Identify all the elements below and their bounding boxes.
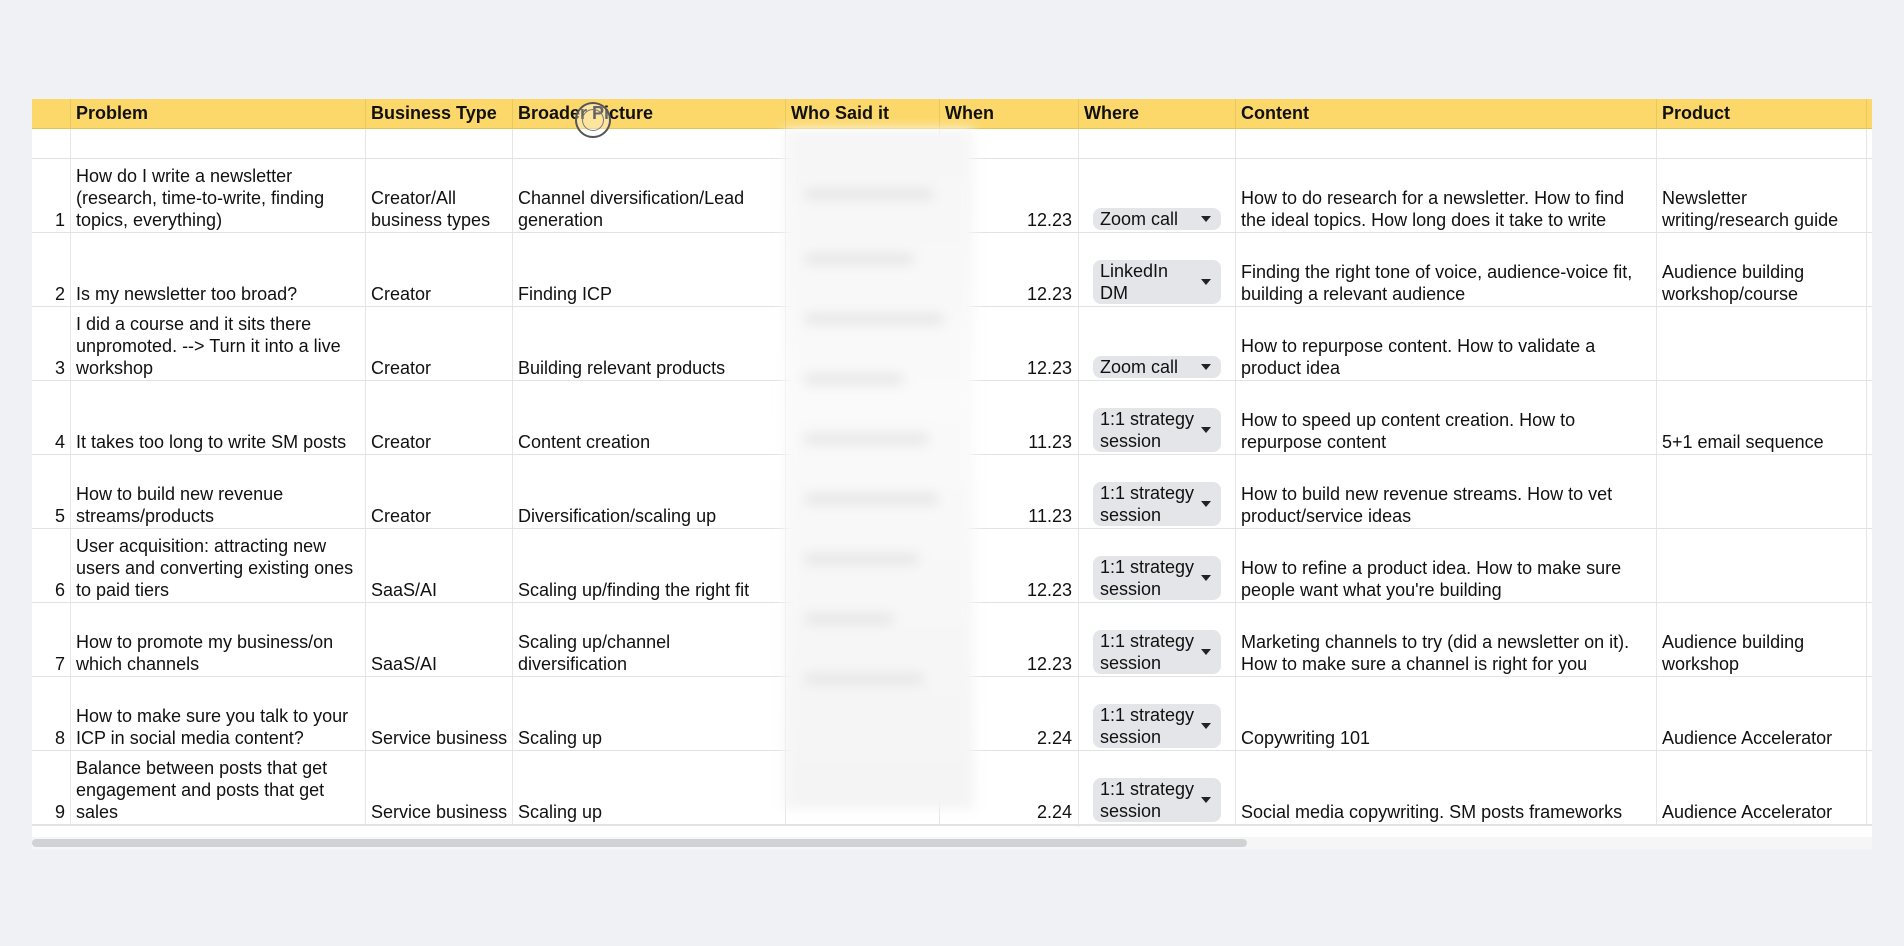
cell-text: 12.23 (1026, 654, 1072, 674)
cell-problem[interactable] (70, 455, 365, 528)
cell-extra[interactable] (1866, 751, 1872, 824)
header-business-type[interactable]: Business Type (365, 99, 512, 128)
cell-text: Audience building workshop (1662, 632, 1805, 674)
cell-product[interactable] (1656, 603, 1866, 676)
cell-text: Copywriting 101 (1241, 728, 1371, 748)
cell-text: 4 (54, 432, 65, 452)
cell-text: 3 (54, 358, 65, 378)
chevron-down-icon[interactable] (1201, 797, 1211, 803)
header-content[interactable]: Content (1235, 99, 1656, 128)
cell-product[interactable] (1656, 677, 1866, 750)
cell-type[interactable] (365, 129, 512, 158)
cell-text: Scaling up (518, 728, 603, 748)
cell-picture[interactable] (512, 603, 785, 676)
cell-picture[interactable] (512, 825, 785, 826)
header-problem[interactable]: Problem (70, 99, 365, 128)
cell-extra[interactable] (1866, 233, 1872, 306)
cell-type[interactable] (365, 603, 512, 676)
cell-content[interactable] (1235, 233, 1656, 306)
chevron-down-icon[interactable] (1201, 427, 1211, 433)
cell-text: Service business (371, 728, 508, 748)
chevron-down-icon[interactable] (1201, 501, 1211, 507)
row-number (32, 529, 70, 602)
cell-type[interactable] (365, 307, 512, 380)
cell-where[interactable] (1078, 159, 1235, 232)
cell-text: Creator (371, 358, 432, 378)
where-dropdown-chip[interactable] (1093, 778, 1221, 822)
cell-extra[interactable] (1866, 677, 1872, 750)
cell-where[interactable] (1078, 677, 1235, 750)
cell-problem[interactable] (70, 529, 365, 602)
cell-problem[interactable] (70, 825, 365, 826)
chevron-down-icon[interactable] (1201, 575, 1211, 581)
cell-problem[interactable] (70, 751, 365, 824)
cell-when[interactable] (939, 825, 1078, 826)
cell-text: 9 (54, 802, 65, 822)
cell-problem[interactable] (70, 129, 365, 158)
cell-type[interactable] (365, 159, 512, 232)
cell-who[interactable] (785, 825, 939, 826)
corner-cell[interactable] (32, 99, 70, 128)
where-dropdown-label: Zoom call (1100, 357, 1179, 377)
cell-text: How to speed up content creation. How to repurpose content (1241, 410, 1576, 452)
cell-text: Social media copywriting. SM posts frameworks (1241, 802, 1623, 822)
header-where[interactable]: Where (1078, 99, 1235, 128)
cell-text: Content creation (518, 432, 651, 452)
cell-type[interactable] (365, 381, 512, 454)
cell-content[interactable] (1235, 825, 1656, 826)
cell-where[interactable] (1078, 751, 1235, 824)
cell-text: Is my newsletter too broad? (76, 284, 298, 304)
cell-extra[interactable] (1866, 159, 1872, 232)
cell-problem[interactable] (70, 233, 365, 306)
cell-text: Creator (371, 284, 432, 304)
cell-text: How to promote my business/on which channels (76, 632, 334, 674)
where-dropdown-label: 1:1 strategy session (1100, 409, 1195, 451)
cell-text: 2.24 (1036, 728, 1072, 748)
cell-problem[interactable] (70, 603, 365, 676)
cell-text: 5 (54, 506, 65, 526)
where-dropdown-label: LinkedIn DM (1100, 261, 1169, 303)
cell-text: Diversification/scaling up (518, 506, 717, 526)
row-number (32, 677, 70, 750)
cell-text: Finding ICP (518, 284, 613, 304)
cell-picture[interactable] (512, 159, 785, 232)
horizontal-scrollbar[interactable] (32, 837, 1872, 849)
header-who-said-it[interactable]: Who Said it (785, 99, 939, 128)
row-number (32, 603, 70, 676)
header-when[interactable]: When (939, 99, 1078, 128)
chevron-down-icon[interactable] (1201, 216, 1211, 222)
cell-text: How to do research for a newsletter. How to find the ideal topics. How long does it take to write (1241, 188, 1625, 230)
cell-content[interactable] (1235, 381, 1656, 454)
cell-extra[interactable] (1866, 381, 1872, 454)
cell-text: Creator (371, 432, 432, 452)
cell-product[interactable] (1656, 233, 1866, 306)
cell-problem[interactable] (70, 677, 365, 750)
cell-text: 11.23 (1028, 506, 1072, 526)
cell-text: Audience building workshop/course (1662, 262, 1805, 304)
cell-text: Marketing channels to try (did a newsletter on it). How to make sure a channel is right for you (1241, 632, 1630, 674)
cell-type[interactable] (365, 751, 512, 824)
scrollbar-thumb[interactable] (32, 839, 1247, 847)
cell-product[interactable] (1656, 825, 1866, 826)
cell-type[interactable] (365, 825, 512, 826)
cell-text: Scaling up/finding the right fit (518, 580, 750, 600)
cell-text: Scaling up/channel diversification (518, 632, 671, 674)
cell-text: SaaS/AI (371, 580, 438, 600)
cell-picture[interactable] (512, 529, 785, 602)
cell-product[interactable] (1656, 529, 1866, 602)
where-dropdown-chip[interactable] (1093, 482, 1221, 526)
header-product[interactable]: Product (1656, 99, 1866, 128)
cell-product[interactable] (1656, 455, 1866, 528)
chevron-down-icon[interactable] (1201, 723, 1211, 729)
cell-extra[interactable] (1866, 307, 1872, 380)
row-number (32, 233, 70, 306)
cell-product[interactable] (1656, 751, 1866, 824)
cell-problem[interactable] (70, 159, 365, 232)
cell-text: Creator (371, 506, 432, 526)
cell-text: 2.24 (1036, 802, 1072, 822)
cell-text: 12.23 (1026, 210, 1072, 230)
cell-text: How to repurpose content. How to validate a product idea (1241, 336, 1596, 378)
cell-text: How to build new revenue streams. How to vet product/service ideas (1241, 484, 1613, 526)
where-dropdown-chip[interactable] (1093, 408, 1221, 452)
cell-where[interactable] (1078, 381, 1235, 454)
row-number (32, 307, 70, 380)
cell-text: Audience Accelerator (1662, 728, 1833, 748)
cell-extra[interactable] (1866, 529, 1872, 602)
cell-picture[interactable] (512, 233, 785, 306)
chevron-down-icon[interactable] (1201, 649, 1211, 655)
cell-text: Newsletter writing/research guide (1662, 188, 1839, 230)
header-row (32, 99, 1872, 129)
where-dropdown-chip[interactable] (1093, 260, 1221, 304)
cell-text: How to make sure you talk to your ICP in social media content? (76, 706, 349, 748)
where-dropdown-label: 1:1 strategy session (1100, 483, 1195, 525)
row-number (32, 825, 70, 826)
cell-text: Service business (371, 802, 508, 822)
cell-picture[interactable] (512, 751, 785, 824)
cell-text: Creator/All business types (371, 188, 491, 230)
cell-type[interactable] (365, 677, 512, 750)
cell-picture[interactable] (512, 677, 785, 750)
cell-text: Scaling up (518, 802, 603, 822)
cell-text: 6 (54, 580, 65, 600)
cell-problem[interactable] (70, 307, 365, 380)
cell-picture[interactable] (512, 455, 785, 528)
cell-product[interactable] (1656, 381, 1866, 454)
cell-product[interactable] (1656, 307, 1866, 380)
cell-text: 2 (54, 284, 65, 304)
cell-content[interactable] (1235, 529, 1656, 602)
cell-content[interactable] (1235, 677, 1656, 750)
row-number (32, 751, 70, 824)
cell-text: Building relevant products (518, 358, 726, 378)
cell-type[interactable] (365, 455, 512, 528)
cell-content[interactable] (1235, 455, 1656, 528)
cell-picture[interactable] (512, 307, 785, 380)
cell-text: User acquisition: attracting new users and converting existing ones to paid tiers (76, 536, 354, 600)
where-dropdown-label: 1:1 strategy session (1100, 705, 1195, 747)
table-row[interactable] (32, 825, 1872, 826)
cell-picture[interactable] (512, 381, 785, 454)
cell-extra[interactable] (1866, 603, 1872, 676)
cell-text: 8 (54, 728, 65, 748)
cell-text: I did a course and it sits there unpromoted. --> Turn it into a live workshop (76, 314, 341, 378)
cell-where[interactable] (1078, 455, 1235, 528)
row-number (32, 381, 70, 454)
cell-where[interactable] (1078, 129, 1235, 158)
cell-content[interactable] (1235, 603, 1656, 676)
cell-text: How do I write a newsletter (research, time-to-write, finding topics, everything) (76, 166, 325, 230)
row-number (32, 159, 70, 232)
where-dropdown-label: 1:1 strategy session (1100, 779, 1195, 821)
cell-text: 12.23 (1026, 284, 1072, 304)
chevron-down-icon[interactable] (1201, 364, 1211, 370)
cell-product[interactable] (1656, 129, 1866, 158)
spreadsheet (32, 99, 1872, 849)
cell-text: 5+1 email sequence (1662, 432, 1824, 452)
cell-text: Channel diversification/Lead generation (518, 188, 745, 230)
cursor-highlight-icon (575, 102, 611, 138)
cell-content[interactable] (1235, 129, 1656, 158)
cell-text: 11.23 (1028, 432, 1072, 452)
cell-where[interactable] (1078, 233, 1235, 306)
cell-text: 12.23 (1026, 358, 1072, 378)
row-number (32, 455, 70, 528)
where-dropdown-label: Zoom call (1100, 209, 1179, 229)
cell-extra[interactable] (1866, 825, 1872, 826)
cell-text: Audience Accelerator (1662, 802, 1833, 822)
cell-picture[interactable] (512, 129, 785, 158)
cell-text: Finding the right tone of voice, audience-voice fit, building a relevant audience (1241, 262, 1633, 304)
cell-text: 7 (54, 654, 65, 674)
redacted-who-said-it-column (784, 129, 974, 809)
header-broader-picture[interactable]: Broader Picture (512, 99, 785, 128)
cell-text: It takes too long to write SM posts (76, 432, 347, 452)
cell-text: How to build new revenue streams/products (76, 484, 284, 526)
where-dropdown-chip[interactable] (1093, 208, 1221, 230)
where-dropdown-chip[interactable] (1093, 556, 1221, 600)
where-dropdown-chip[interactable] (1093, 630, 1221, 674)
where-dropdown-chip[interactable] (1093, 704, 1221, 748)
cell-where[interactable] (1078, 307, 1235, 380)
cell-content[interactable] (1235, 159, 1656, 232)
cell-problem[interactable] (70, 381, 365, 454)
cell-text: SaaS/AI (371, 654, 438, 674)
cell-product[interactable] (1656, 159, 1866, 232)
where-dropdown-label: 1:1 strategy session (1100, 557, 1195, 599)
cell-where[interactable] (1078, 825, 1235, 827)
cell-text: 12.23 (1026, 580, 1072, 600)
cell-content[interactable] (1235, 751, 1656, 824)
chevron-down-icon[interactable] (1201, 279, 1211, 285)
cell-text: 1 (54, 210, 65, 230)
cell-extra[interactable] (1866, 455, 1872, 528)
cell-where[interactable] (1078, 603, 1235, 676)
cell-text: Balance between posts that get engagement and posts that get sales (76, 758, 328, 822)
cell-num[interactable] (32, 129, 70, 158)
cell-text: How to refine a product idea. How to make sure people want what you're building (1241, 558, 1622, 600)
cell-type[interactable] (365, 233, 512, 306)
cell-content[interactable] (1235, 307, 1656, 380)
cell-where[interactable] (1078, 529, 1235, 602)
header-extra[interactable] (1866, 99, 1872, 128)
where-dropdown-chip[interactable] (1093, 356, 1221, 378)
where-dropdown-label: 1:1 strategy session (1100, 631, 1195, 673)
cell-type[interactable] (365, 529, 512, 602)
cell-extra[interactable] (1866, 129, 1872, 158)
